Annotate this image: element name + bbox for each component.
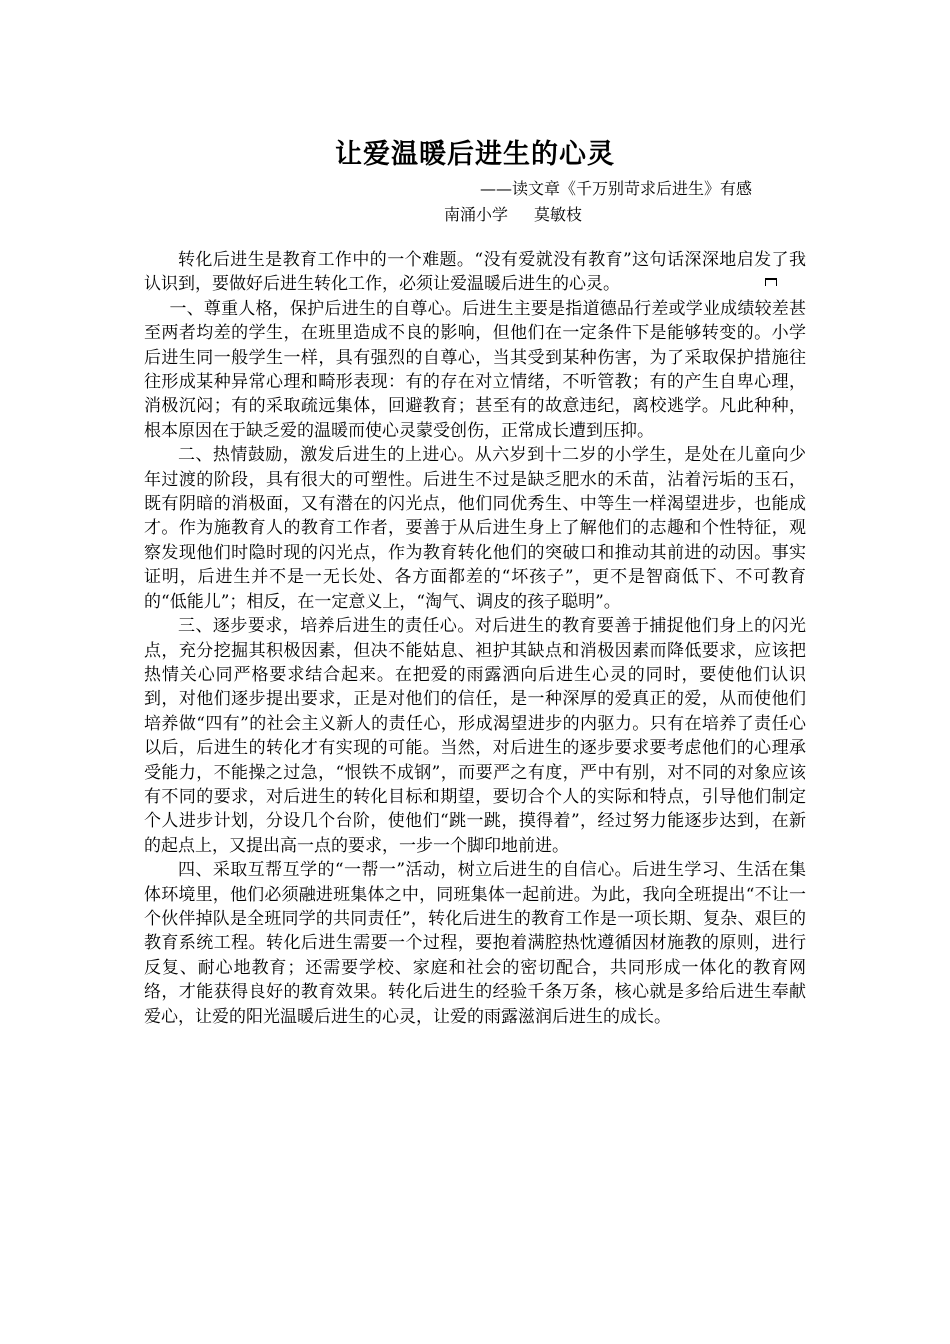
author-line xyxy=(444,202,582,225)
document-title: 让爱温暖后进生的心灵 xyxy=(335,139,615,170)
paragraph-section-4: 四、采取互帮互学的“一帮一”活动，树立后进生的自信心。后进生学习、生活在集体环境里，他们必须融进班集体之中，同班集体一起前进。为此，我向全班提出“不让一个伙伴掉队是全班同学的共同责任”，转化后进生的教育工作是一项长期、复杂、艰巨的教育系统工程。转化后进生需要一个过程，要抱着满腔热忱遵循因材施教的原则，进行反复、耐心地教育；还需要学校、家庭和社会的密切配合，共同形成一体化的教育网络，才能获得良好的教育效果。转化后进生的经验千条万条，核心就是多给后进生奉献爱心，让爱的阳光温暖后进生的心灵，让爱的雨露滋润后进生的成长。 xyxy=(144,860,806,1027)
paragraph-section-2: 二、热情鼓励，激发后进生的上进心。从六岁到十二岁的小学生，是处在儿童向少年过渡的阶段，具有很大的可塑性。后进生不过是缺乏肥水的禾苗，沾着污垢的玉石，既有阴暗的消极面，又有潜在的闪光点，他们同优秀生、中等生一样渴望进步，也能成才。作为施教育人的教育工作者，要善于从后进生身上了解他们的志趣和个性特征，观察发现他们时隐时现的闪光点，作为教育转化他们的突破口和推动其前进的动因。事实证明，后进生并不是一无长处、各方面都差的“坏孩子”，更不是智商低下、不可教育的“低能儿”；相反，在一定意义上，“淘气、调皮的孩子聪明”。 xyxy=(144,445,806,612)
paragraph-section-1: 一、尊重人格，保护后进生的自尊心。后进生主要是指道德品行差或学业成绩较差甚至两者均差的学生，在班里造成不良的影响，但他们在一定条件下是能够转变的。小学后进生同一般学生一样，具有强烈的自尊心，当其受到某种伤害，为了采取保护措施往往形成某种异常心理和畸形表现：有的存在对立情绪，不听管教；有的产生自卑心理，消极沉闷；有的采取疏远集体，回避教育；甚至有的故意违纪，离校逃学。凡此种种，根本原因在于缺乏爱的温暖而使心灵蒙受创伤，正常成长遭到压抑。 xyxy=(144,298,806,441)
paragraph-section-3: 三、逐步要求，培养后进生的责任心。对后进生的教育要善于捕捉他们身上的闪光点，充分挖掘其积极因素，但决不能姑息、袒护其缺点和消极因素而降低要求，应该把热情关心同严格要求结合起来。在把爱的雨露洒向后进生心灵的同时，要使他们认识到，对他们逐步提出要求，正是对他们的信任，是一种深厚的爱真正的爱，从而使他们培养做“四有”的社会主义新人的责任心，形成渴望进步的内驱力。只有在培养了责任心以后，后进生的转化才有实现的可能。当然，对后进生的逐步要求要考虑他们的心理承受能力，不能操之过急，“恨铁不成钢”，而要严之有度，严中有别，对不同的对象应该有不同的要求，对后进生的转化目标和期望，要切合个人的实际和特点，引导他们制定个人进步计划，分设几个台阶，使他们“跳一跳，摸得着”，经过努力能逐步达到，在新的起点上，又提出高一点的要求，一步一个脚印地前进。 xyxy=(144,616,806,856)
author-school: 南涌小学 xyxy=(444,205,509,224)
paragraph-intro: 转化后进生是教育工作中的一个难题。“没有爱就没有教育”这句话深深地启发了我认识到，要做好后进生转化工作，必须让爱温暖后进生的心灵。 xyxy=(144,250,806,295)
document-subtitle: ——读文章《千万别苛求后进生》有感 xyxy=(480,179,753,198)
author-name: 莫敏枝 xyxy=(534,205,583,224)
document-body xyxy=(144,248,806,1029)
